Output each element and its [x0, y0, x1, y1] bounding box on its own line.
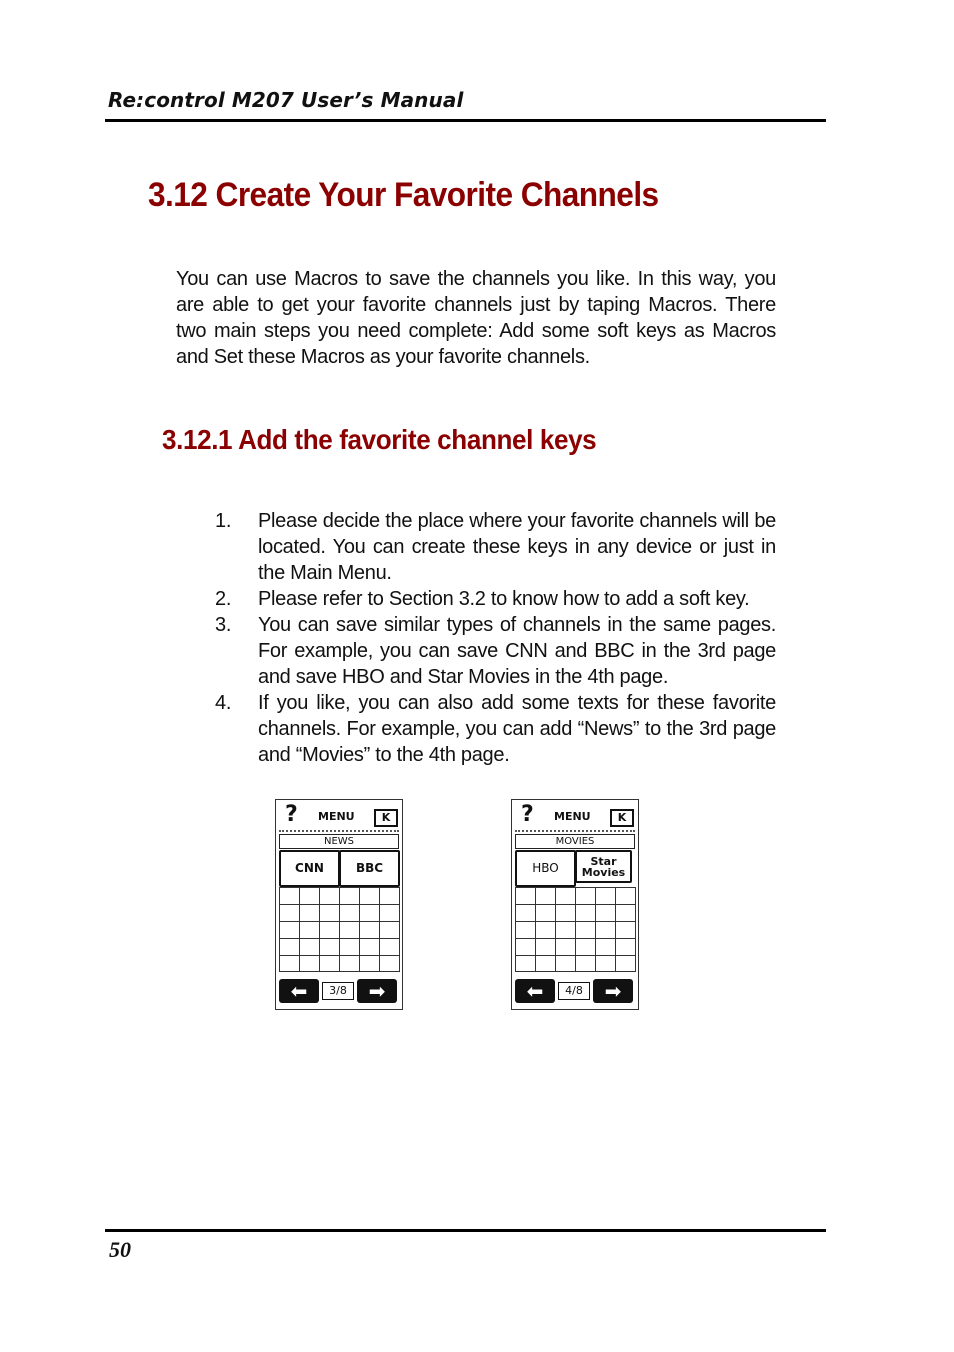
- step-number: 4.: [215, 692, 232, 714]
- prev-page-arrow-icon[interactable]: ⬅: [279, 979, 319, 1003]
- step-number: 1.: [215, 510, 232, 532]
- prev-page-arrow-icon[interactable]: ⬅: [515, 979, 555, 1003]
- subsection-title: 3.12.1 Add the favorite channel keys: [162, 424, 597, 455]
- remote-screen-page-4: [511, 799, 639, 1010]
- menu-button[interactable]: MENU: [318, 810, 355, 823]
- soft-key-star-movies[interactable]: Star Movies: [575, 850, 632, 883]
- page-indicator: 3/8: [322, 982, 354, 1000]
- step-text: Please refer to Section 3.2 to know how to add a soft key.: [258, 588, 750, 610]
- soft-key-hbo[interactable]: HBO: [515, 850, 576, 887]
- list-item: [215, 690, 776, 768]
- header-rule: [105, 119, 826, 122]
- intro-paragraph: You can use Macros to save the channels you like. In this way, you are able to get your favorite channels just by taping Macros. There two main steps you need complete: Add some soft keys as Macros and Set these Macros as your favorite channels.: [176, 268, 776, 368]
- k-button[interactable]: K: [610, 809, 634, 827]
- running-header-title: Re:control M207 User’s Manual: [108, 88, 464, 112]
- page-nav: [512, 976, 638, 1006]
- page-nav: [276, 976, 402, 1006]
- soft-key-bbc[interactable]: BBC: [339, 850, 400, 887]
- remote-screen-page-3: [275, 799, 403, 1010]
- list-item: [215, 508, 776, 586]
- step-text: Please decide the place where your favorite channels will be located. You can create these keys in any device or just in the Main Menu.: [258, 510, 776, 584]
- page-label: NEWS: [279, 834, 399, 849]
- footer-rule: [105, 1229, 826, 1232]
- empty-key-grid: [279, 887, 400, 972]
- divider: [515, 830, 635, 832]
- empty-key-grid: [515, 887, 636, 972]
- section-title: 3.12 Create Your Favorite Channels: [148, 176, 659, 214]
- soft-key-cnn[interactable]: CNN: [279, 850, 340, 887]
- list-item: [215, 612, 776, 690]
- page-number: 50: [109, 1237, 131, 1262]
- next-page-arrow-icon[interactable]: ➡: [593, 979, 633, 1003]
- page-label: MOVIES: [515, 834, 635, 849]
- step-number: 3.: [215, 614, 232, 636]
- page-indicator: 4/8: [558, 982, 590, 1000]
- screen-top-bar: [276, 800, 402, 830]
- list-item: [215, 586, 776, 612]
- steps-list: [215, 508, 776, 768]
- menu-button[interactable]: MENU: [554, 810, 591, 823]
- step-text: If you like, you can also add some texts for these favorite channels. For example, you can add “News” to the 3rd page and “Movies” to the 4th page.: [258, 692, 776, 766]
- next-page-arrow-icon[interactable]: ➡: [357, 979, 397, 1003]
- step-number: 2.: [215, 588, 232, 610]
- step-text: You can save similar types of channels in the same pages. For example, you can save CNN and BBC in the 3rd page and save HBO and Star Movies in the 4th page.: [258, 614, 776, 688]
- screen-top-bar: [512, 800, 638, 830]
- help-icon[interactable]: ?: [521, 802, 534, 827]
- divider: [279, 830, 399, 832]
- k-button[interactable]: K: [374, 809, 398, 827]
- help-icon[interactable]: ?: [285, 802, 298, 827]
